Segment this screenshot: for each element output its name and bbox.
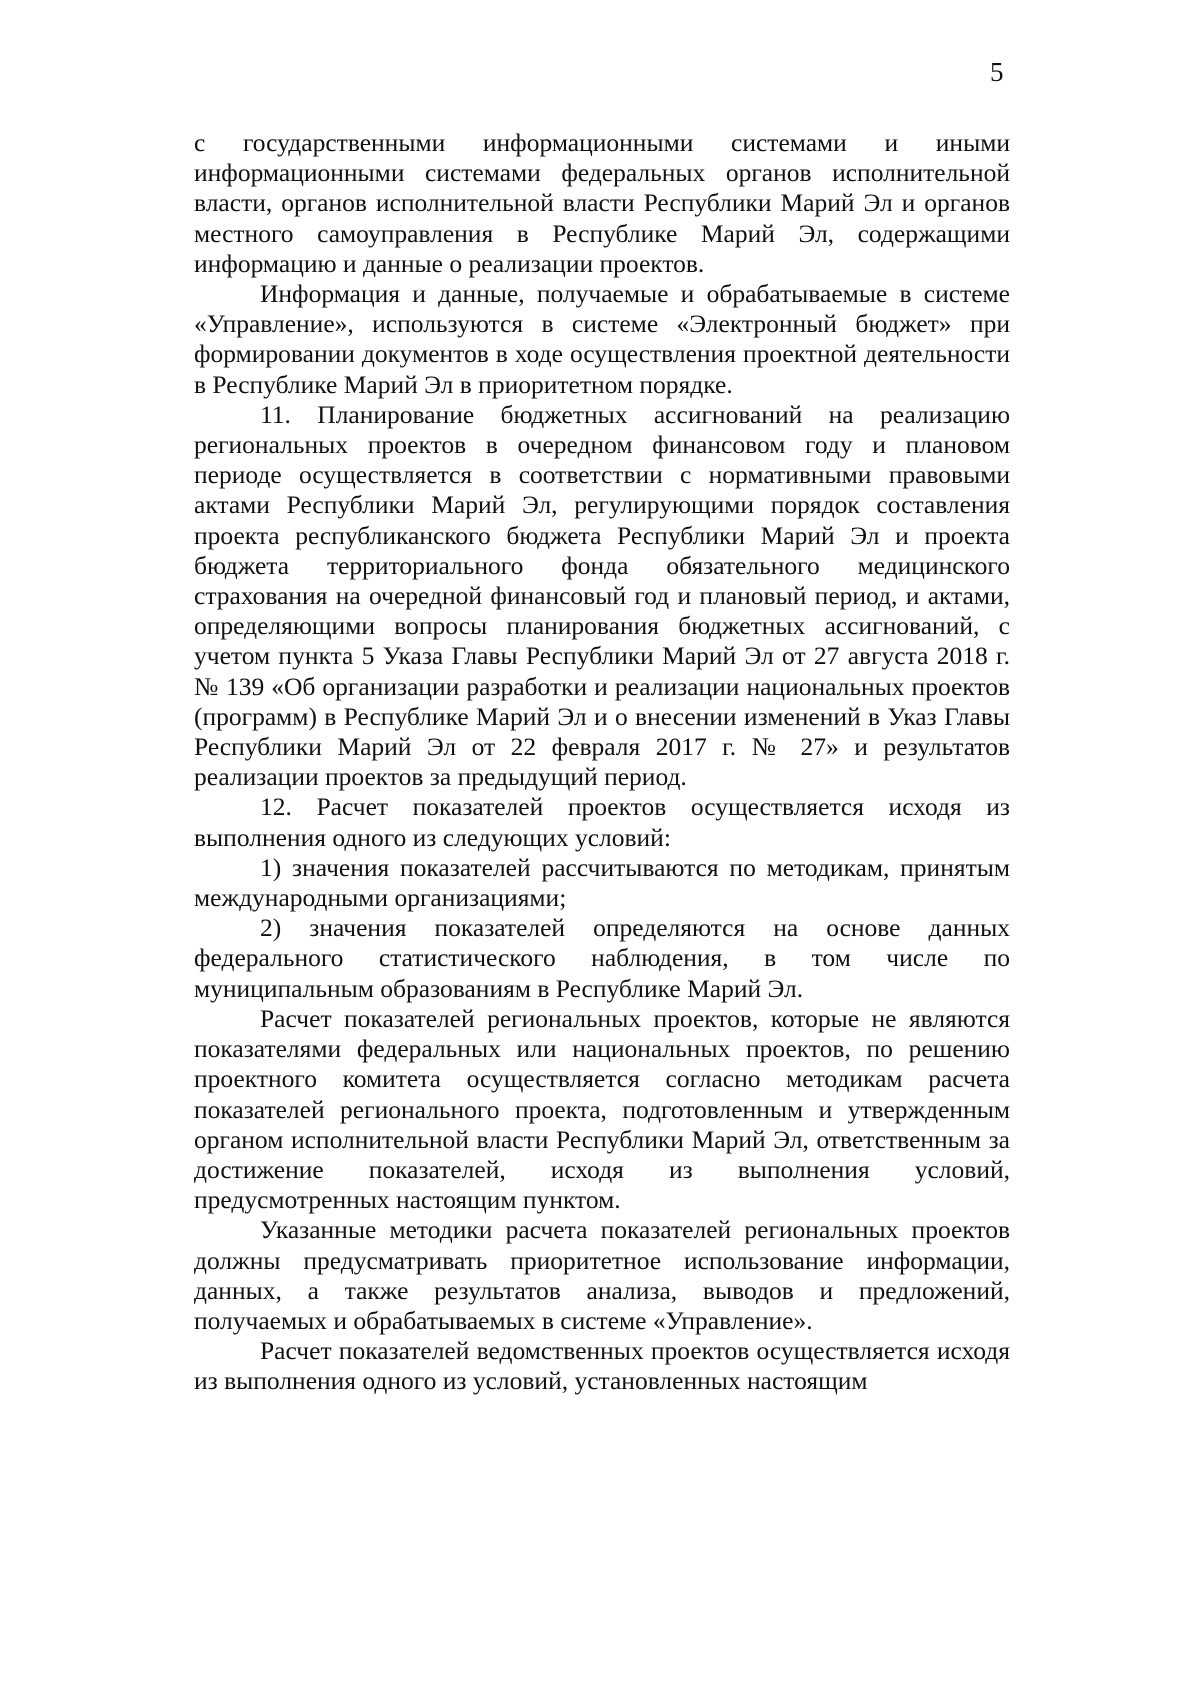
- paragraph-12-indicator-calculation: 12. Расчет показателей проектов осуществляется исходя из выполнения одного из следующих условий:: [194, 792, 1010, 852]
- paragraph-information-systems: с государственными информационными системами и иными информационными системами федеральных органов исполнительной власти, органов исполнительной власти Республики Марий Эл и органов местного самоуправления в Республике Марий Эл, содержащими информацию и данные о реализации проектов.: [194, 128, 1010, 278]
- paragraph-regional-indicators: Расчет показателей региональных проектов, которые не являются показателями федеральных или национальных проектов, по решению проектного комитета осуществляется согласно методикам расчета показателей регионального проекта, подготовленным и утвержденным органом исполнительной власти Республики Марий Эл, ответственным за достижение показателей, исходя из выполнения условий, предусмотренных настоящим пунктом.: [194, 1003, 1010, 1215]
- list-item-2-statistical-observation: 2) значения показателей определяются на основе данных федерального статистического наблюдения, в том числе по муниципальным образованиям в Республике Марий Эл.: [194, 913, 1010, 1003]
- document-body: [194, 128, 1010, 1397]
- paragraph-departmental-indicators: Расчет показателей ведомственных проектов осуществляется исходя из выполнения одного из условий, установленных настоящим: [194, 1336, 1010, 1396]
- paragraph-management-system-data: Информация и данные, получаемые и обрабатываемые в системе «Управление», используются в системе «Электронный бюджет» при формировании документов в ходе осуществления проектной деятельности в Республике Марий Эл в приоритетном порядке.: [194, 279, 1010, 399]
- paragraph-methodology-requirements: Указанные методики расчета показателей региональных проектов должны предусматривать приоритетное использование информации, данных, а также результатов анализа, выводов и предложений, получаемых и обрабатываемых в системе «Управление».: [194, 1215, 1010, 1335]
- page-number: 5: [990, 57, 1004, 87]
- list-item-1-international-methods: 1) значения показателей рассчитываются по методикам, принятым международными организациями;: [194, 852, 1010, 913]
- paragraph-11-budget-planning: 11. Планирование бюджетных ассигнований на реализацию региональных проектов в очередном финансовом году и плановом периоде осуществляется в соответствии с нормативными правовыми актами Республики Марий Эл, регулирующими порядок составления проекта республиканского бюджета Республики Марий Эл и проекта бюджета территориального фонда обязательного медицинского страхования на очередной финансовый год и плановый период, и актами, определяющими вопросы планирования бюджетных ассигнований, с учетом пункта 5 Указа Главы Республики Марий Эл от 27 августа 2018 г. № 139 «Об организации разработки и реализации национальных проектов (программ) в Республике Марий Эл и о внесении изменений в Указ Главы Республики Марий Эл от 22 февраля 2017 г. № 27» и результатов реализации проектов за предыдущий период.: [194, 399, 1010, 792]
